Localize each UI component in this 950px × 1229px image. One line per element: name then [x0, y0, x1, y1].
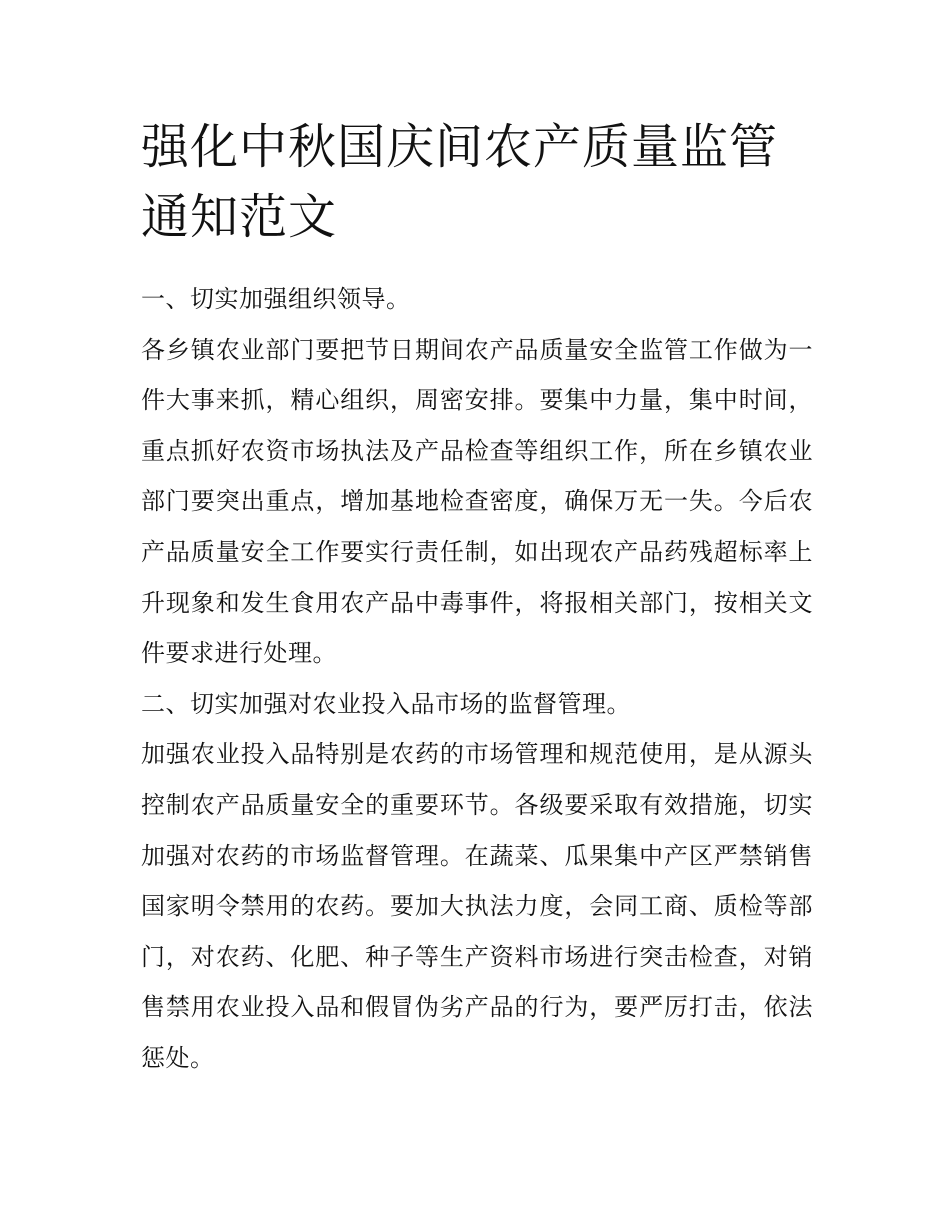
section-heading-2: 二、切实加强对农业投入品市场的监督管理。	[141, 689, 631, 718]
body-paragraph-2: 加强农业投入品特别是农药的市场管理和规范使用，是从源头控制农产品质量安全的重要环节。各级要采取有效措施，切实加强对农药的市场监督管理。在蔬菜、瓜果集中产区严禁销售国家明令禁用的农药。要加大执法力度，会同工商、质检等部门，对农药、化肥、种子等生产资料市场进行突击检查，对销售禁用农业投入品和假冒伪劣产品的行为，要严厉打击，依法惩处。	[141, 740, 813, 1072]
document-page	[141, 112, 813, 1084]
document-title: 强化中秋国庆间农产质量监管通知范文	[141, 119, 779, 245]
body-paragraph-1: 各乡镇农业部门要把节日期间农产品质量安全监管工作做为一件大事来抓，精心组织，周密安排。要集中力量，集中时间，重点抓好农资市场执法及产品检查等组织工作，所在乡镇农业部门要突出重点，增加基地检查密度，确保万无一失。今后农产品质量安全工作要实行责任制，如出现农产品药残超标率上升现象和发生食用农产品中毒事件，将报相关部门，按相关文件要求进行处理。	[141, 335, 813, 668]
section-heading-1: 一、切实加强组织领导。	[141, 285, 411, 313]
